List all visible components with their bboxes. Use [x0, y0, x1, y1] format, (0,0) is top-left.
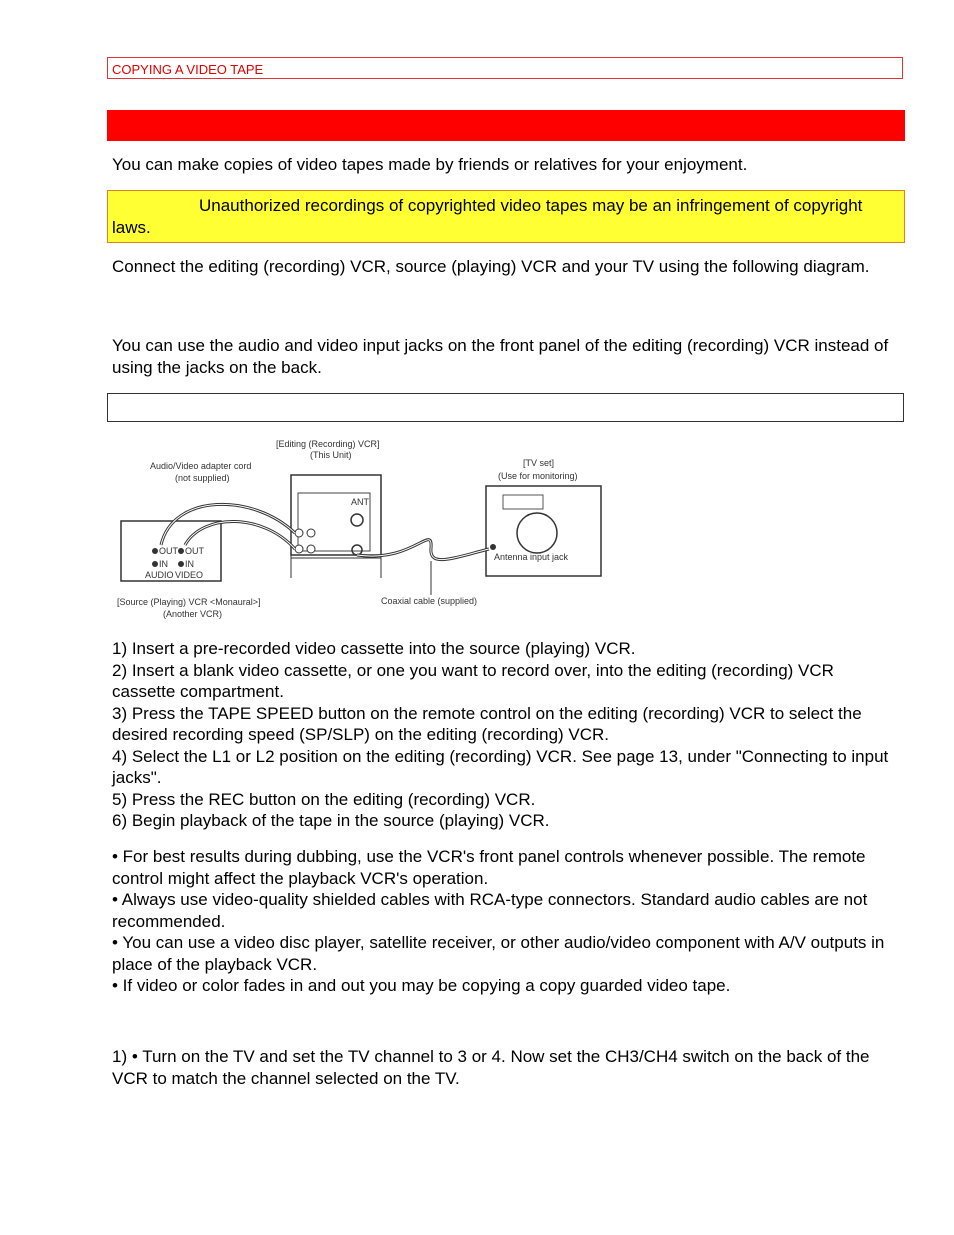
label-ant: ANT — [351, 497, 369, 507]
label-antenna-jack: Antenna input jack — [494, 552, 569, 562]
label-in-audio: IN — [159, 559, 168, 569]
label-audio: AUDIO — [145, 570, 174, 580]
tip-item: • If video or color fades in and out you may be copying a copy guarded video tape. — [112, 976, 731, 995]
step-item: 2) Insert a blank video cassette, or one you want to record over, into the editing (recording) VCR cassette compartment. — [112, 660, 834, 701]
label-source-vcr: [Source (Playing) VCR <Monaural>] — [117, 597, 261, 607]
label-editing-vcr: [Editing (Recording) VCR] — [276, 439, 380, 449]
step-item: 1) Insert a pre-recorded video cassette into the source (playing) VCR. — [112, 639, 636, 658]
tip-item: • For best results during dubbing, use the VCR's front panel controls whenever possible. The remote control might affect the playback VCR's operation. — [112, 847, 866, 888]
label-in-video: IN — [185, 559, 194, 569]
step-item: 6) Begin playback of the tape in the source (playing) VCR. — [112, 811, 550, 830]
front-panel-note: You can use the audio and video input jacks on the front panel of the editing (recording) VCR instead of using the jacks on the back. — [112, 336, 889, 377]
tips-list — [112, 846, 897, 997]
diagram-caption-box — [107, 393, 904, 422]
page-header — [107, 57, 903, 79]
label-video: VIDEO — [175, 570, 204, 580]
step-item: 4) Select the L1 or L2 position on the editing (recording) VCR. See page 13, under "Connecting to input jacks". — [112, 746, 889, 787]
tip-item: • You can use a video disc player, satellite receiver, or other audio/video component with A/V outputs in place of the playback VCR. — [112, 933, 885, 974]
section-title-bar — [107, 110, 905, 141]
copyright-note-text: Unauthorized recordings of copyrighted video tapes may be an infringement of copyright laws. — [112, 196, 863, 237]
label-another-vcr: (Another VCR) — [163, 609, 223, 619]
tip-item: • Always use video-quality shielded cables with RCA-type connectors. Standard audio cables are not recommended. — [112, 890, 868, 931]
connect-instructions: Connect the editing (recording) VCR, source (playing) VCR and your TV using the following diagram. — [112, 257, 870, 276]
page-header-title: COPYING A VIDEO TAPE — [112, 62, 264, 77]
step-item: 3) Press the TAPE SPEED button on the remote control on the editing (recording) VCR to select the desired recording speed (SP/SLP) on the editing (recording) VCR. — [112, 703, 862, 744]
copyright-note — [107, 190, 905, 243]
step-item: 5) Press the REC button on the editing (recording) VCR. — [112, 789, 536, 809]
label-this-unit: (This Unit) — [310, 450, 352, 460]
label-adapter-cord: Audio/Video adapter cord — [150, 461, 252, 471]
label-out-video: OUT — [185, 546, 204, 556]
label-not-supplied: (not supplied) — [175, 473, 230, 483]
steps-list — [112, 638, 897, 832]
label-use-monitoring: (Use for monitoring) — [498, 471, 578, 481]
label-coax: Coaxial cable (supplied) — [381, 596, 478, 606]
label-out-audio: OUT — [159, 546, 178, 556]
final-step: 1) • Turn on the TV and set the TV channel to 3 or 4. Now set the CH3/CH4 switch on the back of the VCR to match the channel selected on the TV. — [112, 1047, 870, 1088]
label-tv-set: [TV set] — [523, 458, 555, 468]
connection-diagram — [113, 433, 606, 623]
intro-text: You can make copies of video tapes made by friends or relatives for your enjoyment. — [112, 155, 748, 174]
